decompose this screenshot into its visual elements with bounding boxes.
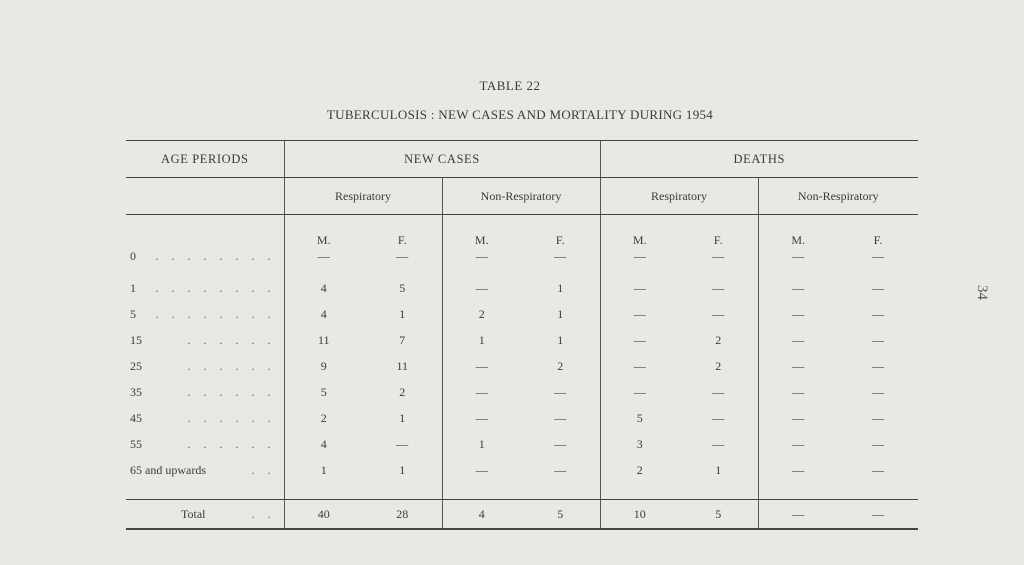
table-row — [126, 301, 918, 327]
cell: 1 — [715, 462, 722, 477]
table-row — [126, 353, 918, 379]
leader-dots: . . . . . . . . — [155, 306, 276, 321]
col-m: M. — [600, 231, 679, 249]
age-cell — [126, 275, 284, 301]
age-label: 5 — [130, 306, 136, 321]
cell: — — [600, 327, 679, 353]
cell: — — [442, 379, 521, 405]
cell: — — [554, 410, 567, 425]
header-age-periods: AGE PERIODS — [126, 141, 284, 178]
age-cell — [126, 301, 284, 327]
leader-dots: . . . . . . — [187, 384, 276, 399]
table-row — [126, 275, 918, 301]
cell: — — [396, 436, 409, 451]
cell: 2 — [715, 358, 722, 373]
age-label: 65 and upwards — [130, 462, 206, 477]
leader-dots: . . . . . . — [187, 410, 276, 425]
cell: 28 — [363, 500, 442, 530]
cell: — — [712, 249, 725, 263]
age-label: 45 — [130, 410, 142, 425]
table-row — [126, 431, 918, 457]
cell: 1 — [399, 462, 406, 477]
table-row — [126, 249, 918, 275]
cell: 2 — [557, 358, 564, 373]
header-deaths-respiratory: Respiratory — [600, 178, 758, 215]
cell: 1 — [284, 457, 363, 483]
cell: 4 — [284, 431, 363, 457]
cell: — — [712, 384, 725, 399]
age-label: 25 — [130, 358, 142, 373]
cell: — — [442, 405, 521, 431]
cell: 11 — [396, 358, 409, 373]
leader-dots: . . . . . . — [187, 358, 276, 373]
leader-dots: . . . . . . — [187, 436, 276, 451]
table-row — [126, 405, 918, 431]
header-deaths-non-respiratory: Non-Respiratory — [758, 178, 918, 215]
cell: 2 — [600, 457, 679, 483]
cell: 2 — [284, 405, 363, 431]
col-f: F. — [713, 232, 723, 247]
age-label: 1 — [130, 280, 136, 295]
cell: 5 — [521, 500, 600, 530]
cell: 4 — [284, 301, 363, 327]
cell: — — [600, 249, 679, 275]
cell: — — [712, 280, 725, 295]
cell: 1 — [557, 280, 564, 295]
col-m: M. — [284, 231, 363, 249]
cell: — — [758, 301, 838, 327]
cell: — — [872, 280, 884, 295]
cell: — — [712, 436, 725, 451]
cell: — — [872, 249, 884, 263]
cell: 11 — [284, 327, 363, 353]
col-f: F. — [397, 232, 407, 247]
age-label: 55 — [130, 436, 142, 451]
cell: — — [442, 275, 521, 301]
age-label: 0 — [130, 249, 136, 263]
cell: 40 — [284, 500, 363, 530]
col-m: M. — [442, 231, 521, 249]
cell: 5 — [284, 379, 363, 405]
leader-dots: . . — [251, 506, 276, 521]
cell: 10 — [600, 500, 679, 530]
col-f: F. — [555, 232, 565, 247]
cell: — — [758, 327, 838, 353]
cell: — — [284, 249, 363, 275]
cell: 4 — [442, 500, 521, 530]
leader-dots: . . . . . . . . — [155, 249, 276, 263]
cell: 5 — [399, 280, 406, 295]
cell: — — [554, 384, 567, 399]
header-new-cases: NEW CASES — [284, 141, 600, 178]
cell: 1 — [399, 410, 406, 425]
cell: — — [758, 431, 838, 457]
cell: — — [758, 353, 838, 379]
header-deaths: DEATHS — [600, 141, 918, 178]
leader-dots: . . — [251, 462, 276, 477]
cell: — — [872, 384, 884, 399]
header-new-respiratory: Respiratory — [284, 178, 442, 215]
cell: — — [442, 353, 521, 379]
cell: — — [872, 332, 884, 347]
leader-dots: . . . . . . . . — [155, 280, 276, 295]
age-label: 35 — [130, 384, 142, 399]
cell: — — [600, 301, 679, 327]
cell: 4 — [284, 275, 363, 301]
cell: 2 — [399, 384, 406, 399]
cell: — — [554, 436, 567, 451]
cell: 7 — [399, 332, 406, 347]
cell: 9 — [284, 353, 363, 379]
cell: — — [872, 462, 884, 477]
age-label: 15 — [130, 332, 142, 347]
table-subtitle: TUBERCULOSIS : NEW CASES AND MORTALITY DURING 1954 — [326, 107, 714, 122]
cell: — — [758, 457, 838, 483]
cell: 1 — [557, 306, 564, 321]
cell: — — [838, 500, 918, 530]
cell: — — [758, 405, 838, 431]
cell: 1 — [399, 306, 406, 321]
cell: — — [442, 457, 521, 483]
tuberculosis-table — [126, 140, 918, 530]
cell: — — [872, 410, 884, 425]
cell: — — [872, 436, 884, 451]
cell: — — [600, 379, 679, 405]
cell: — — [712, 306, 725, 321]
cell: — — [396, 249, 409, 263]
header-new-non-respiratory: Non-Respiratory — [442, 178, 600, 215]
cell: — — [758, 379, 838, 405]
cell: 1 — [442, 431, 521, 457]
table-title: TABLE 22 — [479, 78, 541, 93]
total-label: Total — [181, 506, 206, 521]
cell: 2 — [715, 332, 722, 347]
age-cell — [126, 405, 284, 431]
cell: 5 — [679, 500, 758, 530]
cell: — — [758, 500, 838, 530]
cell: — — [872, 358, 884, 373]
col-m: M. — [758, 231, 838, 249]
age-cell — [126, 457, 284, 483]
col-f: F. — [873, 232, 883, 247]
cell: — — [442, 249, 521, 275]
cell: 3 — [600, 431, 679, 457]
cell: — — [554, 462, 567, 477]
cell: 5 — [600, 405, 679, 431]
cell: — — [554, 249, 567, 263]
cell: — — [758, 275, 838, 301]
cell: 1 — [557, 332, 564, 347]
age-cell — [126, 379, 284, 405]
table-row — [126, 379, 918, 405]
cell: — — [712, 410, 725, 425]
table-row — [126, 457, 918, 483]
cell: 1 — [442, 327, 521, 353]
age-cell — [126, 353, 284, 379]
cell: 2 — [442, 301, 521, 327]
page-number: 34 — [974, 285, 990, 300]
cell: — — [600, 275, 679, 301]
cell: — — [872, 306, 884, 321]
cell: — — [600, 353, 679, 379]
cell: — — [758, 249, 838, 275]
table-row — [126, 327, 918, 353]
age-cell — [126, 431, 284, 457]
age-cell — [126, 327, 284, 353]
leader-dots: . . . . . . — [187, 332, 276, 347]
total-row — [126, 500, 918, 530]
